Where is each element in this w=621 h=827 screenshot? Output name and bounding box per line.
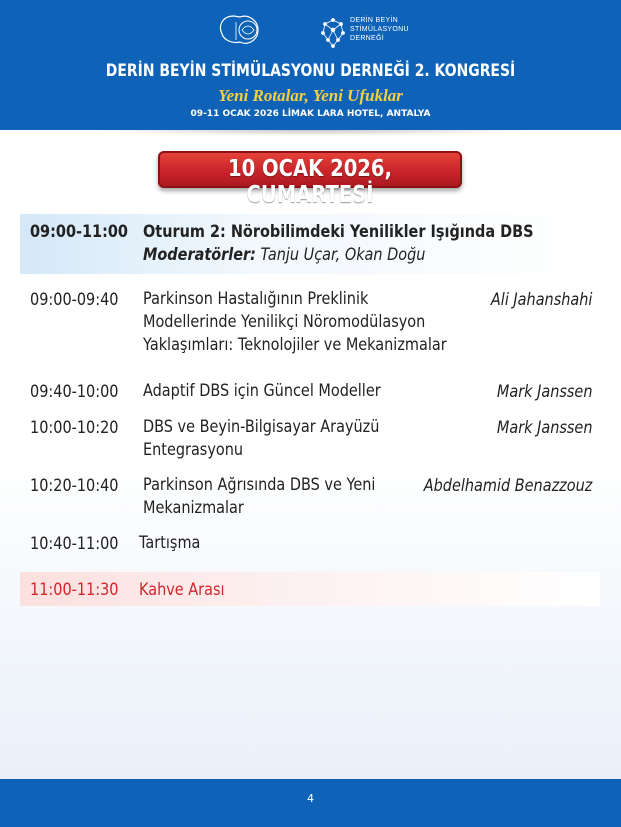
talk-speaker: Ali Jahanshahi: [490, 290, 592, 310]
page-header: [0, 0, 621, 130]
moderators-label: Moderatörler:: [143, 245, 256, 265]
talk-time: 10:00-10:20: [30, 418, 119, 438]
talk-title: Parkinson Ağrısında DBS ve Yeni Mekanizmalar: [143, 475, 376, 518]
congress-date-venue: 09-11 OCAK 2026 LİMAK LARA HOTEL, ANTALYA: [190, 109, 431, 119]
talk-speaker: Mark Janssen: [496, 382, 592, 402]
talk-time: 09:40-10:00: [30, 382, 119, 402]
day-banner-text: 10 OCAK 2026, CUMARTESİ: [228, 156, 392, 208]
logo-line-2: STİMÜLASYONU: [350, 26, 409, 33]
talk-speaker: Mark Janssen: [496, 418, 592, 438]
session-time: 09:00-11:00: [30, 222, 128, 242]
page-footer: [0, 779, 621, 827]
congress-subtitle: Yeni Rotalar, Yeni Ufuklar: [218, 86, 403, 105]
session-moderators: [143, 245, 425, 265]
coffee-break-time: 11:00-11:30: [30, 580, 119, 600]
talk-speaker: Abdelhamid Benazzouz: [423, 476, 592, 496]
brain-network-icon: [318, 14, 348, 52]
talk-time: 09:00-09:40: [30, 290, 119, 310]
moderators-names: Tanju Uçar, Okan Doğu: [260, 245, 426, 265]
talk-title: DBS ve Beyin-Bilgisayar Arayüzü Entegrasyonu: [143, 417, 380, 460]
session-title: Oturum 2: Nörobilimdeki Yenilikler Işığında DBS: [143, 222, 534, 242]
talk-time: 10:40-11:00: [30, 534, 119, 554]
logo-line-3: DERNEĞİ: [350, 35, 384, 42]
congress-title: DERİN BEYİN STİMÜLASYONU DERNEĞİ 2. KONGRESİ: [105, 61, 516, 81]
day-banner: [158, 151, 462, 208]
coffee-break-label: Kahve Arası: [139, 580, 225, 600]
talk-time: 10:20-10:40: [30, 476, 119, 496]
association-logo: [318, 14, 428, 54]
association-logo-text: [350, 16, 409, 43]
talk-title: Parkinson Hastalığının Preklinik Modellerinde Yenilikçi Nöromodülasyon Yaklaşımları: Teknolojiler ve Mekanizmalar: [143, 289, 447, 355]
logo-line-1: DERİN BEYİN: [350, 17, 399, 24]
header-shadow: [85, 130, 538, 136]
dbs-society-logo: [212, 12, 264, 50]
talk-title: Tartışma: [139, 533, 201, 553]
talk-title: Adaptif DBS için Güncel Modeller: [143, 381, 381, 401]
page-number: 4: [307, 792, 314, 805]
